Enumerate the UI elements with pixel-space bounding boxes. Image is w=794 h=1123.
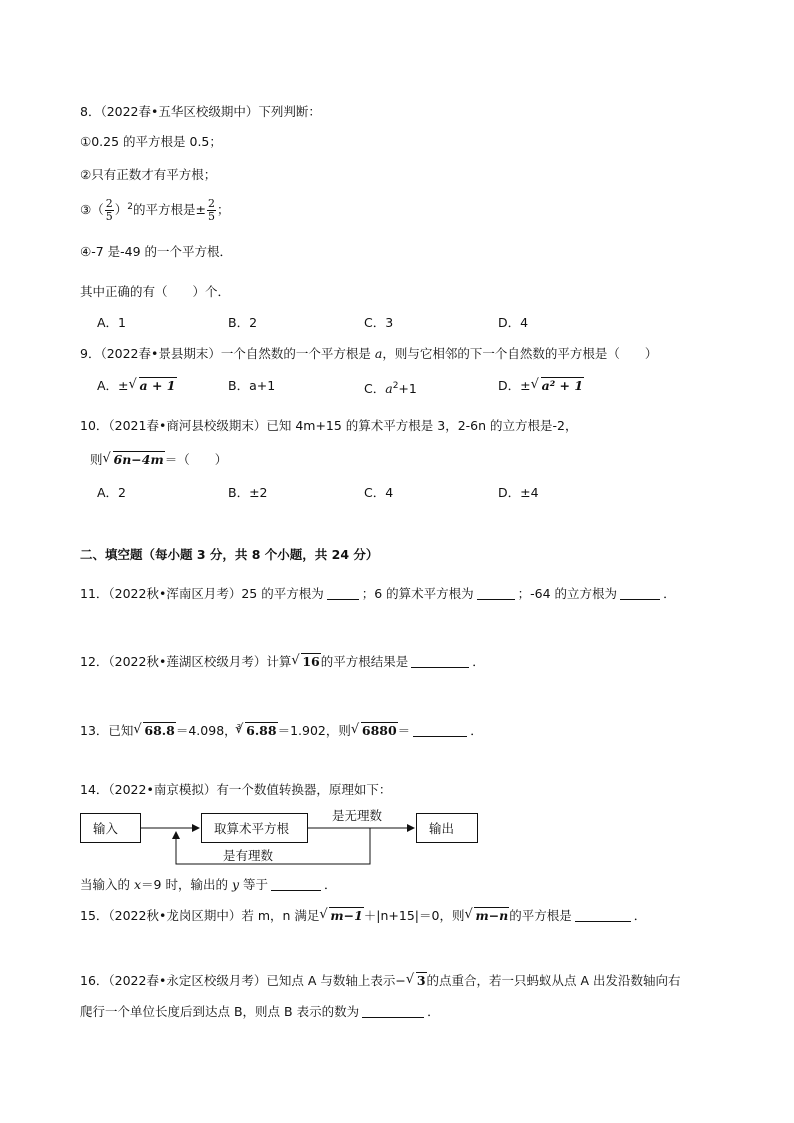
- q14-question: 当输入的 x＝9 时，输出的 y 等于 ．: [80, 877, 337, 892]
- q8-statement-2: ②只有正数才有平方根；: [80, 167, 217, 182]
- q8-statement-1: ①0.25 的平方根是 0.5；: [80, 134, 222, 149]
- radical-sign: √ a + 1: [130, 377, 177, 395]
- q12: 12．（2022秋•莲湖区校级月考）计算√ 16的平方根结果是 ．: [80, 653, 485, 671]
- answer-blank[interactable]: [271, 877, 321, 891]
- q10-option-b: B．±2: [228, 485, 268, 500]
- flow-box-input: 输入: [80, 813, 141, 843]
- q10-option-c: C．4: [364, 485, 394, 500]
- q9-option-a: A．±√ a + 1: [97, 377, 177, 395]
- q8-option-b: B．2: [228, 315, 258, 330]
- q16-line-1: 16．（2022春•永定区校级月考）已知点 A 与数轴上表示−√ 3的点重合，若一只蚂蚁从点 A 出发沿数轴向右: [80, 972, 681, 990]
- q8-option-c: C．3: [364, 315, 394, 330]
- radical-sign: √ a² + 1: [532, 377, 584, 395]
- q8-statement-4: ④-7 是-49 的一个平方根．: [80, 244, 233, 259]
- q8-stem: 8．（2022春•五华区校级期中）下列判断：: [80, 104, 321, 119]
- q8-statement-3: ③（ $\frac{2}{5}$ ）$^2$的平方根是± $\frac{2}{5}$ ；: [80, 197, 230, 224]
- radical-sign: √ 6n−4m: [104, 451, 165, 469]
- q8-option-a: A．1: [97, 315, 127, 330]
- radical-sign: √ m−n: [465, 907, 509, 925]
- answer-blank[interactable]: [575, 908, 631, 922]
- fraction-two-fifths-result: $\frac{2}{5}$: [207, 197, 215, 224]
- q13: 13．已知√ 68.8＝4.098，$^3$√ 6.88＝1.902，则√ 6880＝ ．: [80, 718, 483, 740]
- radical-sign: √ 68.8: [134, 722, 175, 740]
- flow-label-rational: 是有理数: [223, 848, 274, 863]
- radical-sign: √ 16: [292, 653, 320, 671]
- answer-blank[interactable]: [362, 1004, 424, 1018]
- q8-option-d: D．4: [498, 315, 529, 330]
- q9-stem: 9．（2022春•景县期末）一个自然数的一个平方根是 a，则与它相邻的下一个自然数的平方根是（ ）: [80, 346, 658, 361]
- radical-sign: √ 3: [407, 972, 427, 990]
- q11: 11．（2022秋•浑南区月考）25 的平方根为 ；6 的算术平方根为 ；-64 的立方根为 ．: [80, 586, 676, 601]
- q9-option-d: D．±√ a² + 1: [498, 377, 584, 395]
- q14-stem: 14．（2022•南京模拟）有一个数值转换器，原理如下：: [80, 782, 392, 797]
- cube-root-sign: √ 6.88: [236, 722, 277, 740]
- q10-expression: 则√ 6n−4m＝（ ）: [90, 451, 227, 469]
- q15: 15．（2022秋•龙岗区期中）若 m，n 满足√ m−1＋|n+15|＝0，则√ m−n的平方根是 ．: [80, 907, 646, 925]
- q10-stem: 10．（2021春•商河县校级期末）已知 4m+15 的算术平方根是 3，2-6n 的立方根是-2，: [80, 418, 578, 433]
- q16-line-2: 爬行一个单位长度后到达点 B，则点 B 表示的数为 ．: [80, 1004, 440, 1019]
- fraction-two-fifths: $\frac{2}{5}$: [105, 197, 113, 224]
- q9-option-c: C．$a^2+1$: [364, 381, 417, 397]
- q10-option-a: A．2: [97, 485, 127, 500]
- q10-option-d: D．±4: [498, 485, 539, 500]
- radical-sign: √ m−1: [320, 907, 363, 925]
- flow-label-irrational: 是无理数: [332, 808, 383, 823]
- q8-question: 其中正确的有（ ）个．: [80, 284, 231, 299]
- section-heading-fill-in: 二、填空题（每小题 3 分，共 8 个小题，共 24 分）: [80, 547, 379, 562]
- q9-option-b: B．a+1: [228, 378, 276, 393]
- flow-box-sqrt: 取算术平方根: [201, 813, 308, 843]
- flow-box-output: 输出: [416, 813, 478, 843]
- radical-sign: √ 6880: [352, 722, 398, 740]
